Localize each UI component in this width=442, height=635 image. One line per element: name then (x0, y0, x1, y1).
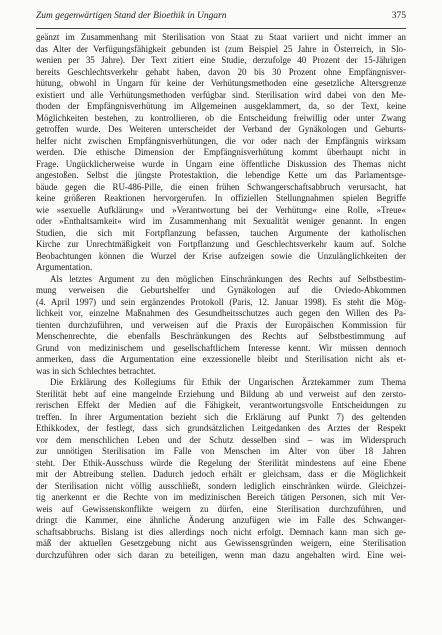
text-line: lichkeit vor, einzelne Maßnahmen des Gesundheitsschutzes auch gegen den Willen des Pa- (36, 308, 406, 318)
text-line: keine größeren Reaktionen hervorgerufen. In offiziellen Stellungnahmen spielen Begriffe (36, 193, 406, 203)
text-line: mit der Abtreibung stellen. Dadurch jedoch erhält er gleichsam, dass er die Möglichkeit (36, 469, 406, 479)
running-title: Zum gegenwärtigen Stand der Bioethik in Ungarn (36, 11, 227, 21)
text-line: Möglichkeiten bestehen, zu kontrollieren, ob die Entscheidung freiwillig oder unter Zwang (36, 112, 406, 123)
text-line: tig anerkennt er die Rechte von im medizinischen Bereich tätigen Personen, sich mit Ver- (36, 492, 406, 502)
text-line: bereits Geschlechtsverkehr gehabt haben, davon 20 bis 30 Prozent ohne Empfängnisver- (36, 66, 406, 77)
text-line: werden. Die ethische Dimension der Empfängnisverhütung kommt überhaupt nicht in (36, 147, 406, 157)
text-line: zur unnötigen Sterilisation im Falle von Menschen im Alter von über 18 Jahren (36, 446, 406, 456)
text-line: mung verweisen die Geburtshelfer und Gynäkologen auf die Oviedo-Abkommen (36, 285, 406, 295)
text-line: Grund von medizinischem und gesellschaftlichem Interesse kennt. Wir müssen dennoch (36, 342, 406, 353)
text-line: weis auf Gewissenskonflikte weigern zu dürfen, eine Sterilisation durchzuführen, und (36, 503, 406, 514)
text-line: existiert und alle Verhütungsmethoden verfügbar sind. Sterilisation wird dabei von den Me- (36, 89, 406, 100)
text-line: getroffen wurde. Des Weiteren unterscheidet der Verband der Gynäkologen und Geburts- (36, 124, 406, 134)
text-line: das Alter der Verfügungsfähigkeit gebunden ist (zum Beispiel 25 Jahre in Österreich, in Slo- (36, 43, 406, 54)
text-line: Die Erklärung des Kollegiums für Ethik der Ungarischen Ärztekammer zum Thema (50, 377, 406, 387)
body-text (36, 32, 406, 629)
text-line: steht. Der Ethik-Ausschuss würde die Regelung der Sterilität mindestens auf eine Ebene (36, 457, 406, 468)
text-line: Argumentation. (36, 262, 93, 272)
text-line: geänzt im Zusammenhang mit Sterilisation von Staat zu Staat variiert und nicht immer an (36, 32, 406, 42)
text-line: Kirche zur Unrechtmäßigkeit von Fortpflanzung und Geschlechtsverkehr kaum auf. Solche (36, 239, 406, 249)
page-number: 375 (391, 11, 406, 21)
text-line: helfer nicht zwischen Empfängnisverhütungen, die vor oder nach der Empfängnis wirksam (36, 135, 406, 146)
text-line: rerischen Effekt der Medien auf die Fähigkeit, verantwortungsvolle Entscheidungen zu (36, 400, 406, 410)
text-line: Frage. Ungücklicherweise wurde in Ungarn eine öffentliche Diskussion des Themas nicht (36, 158, 406, 169)
text-line: wie »sexuelle Aufklärung« und »Verantwortung bei der Verhütung« eine Rolle, »Treue« (36, 204, 406, 215)
text-line: durchzuführen oder sich daran zu beteiligen, wenn man dazu angehalten wird. Eine wei- (36, 549, 406, 560)
text-line: wenien per 35 Jahre). Der Text zitiert eine Studie, derzufolge 40 Prozent der 15-Jährigen (36, 55, 406, 65)
text-line: bäude gegen die RU-486-Pille, die einen frühen Schwangerschaftsabbruch verursacht, hat (36, 181, 406, 192)
text-line: Sterilität hebt auf eine mangelnde Erziehung und Bildung ab und verweist auf den zersto- (36, 388, 406, 399)
text-line: Menschenrechte, die ebenfalls Beschränkungen des Rechts auf Selbstbestimmung auf (36, 331, 406, 341)
text-line: treffen. In ihrer Argumentation bezieht sich die Erklärung auf Punkt 7) des geltenden (36, 411, 406, 422)
text-line: vor dem menschlichen Leben und der Schutz desselben sind – was im Widerspruch (36, 434, 406, 445)
text-line: anmerken, dass die Argumentation eine exzessionelle bleibt und Sterilisation nicht als et- (36, 354, 406, 364)
text-line: tienten durchzuführen, und verweisen auf die Praxis der Europäischen Kommission für (36, 319, 406, 330)
text-line: oder »Enthaltsamkeit« wird im Zusammenhang mit Sexualität weniger genannt. In engen (36, 216, 406, 226)
running-header (36, 8, 406, 29)
text-line: hütung, obwohl in Ungarn für keine der Verhütungsmethoden eine gesetzliche Altersgrenze (36, 78, 406, 88)
text-line: (4. April 1997) und sein ergänzendes Protokoll (Paris, 12. Januar 1998). Es steht die Mög- (36, 296, 406, 307)
text-line: Als letztes Argument zu den möglichen Einschränkungen des Rechts auf Selbstbestim- (50, 273, 406, 284)
text-line: was in sich Schlechtes betrachtet. (36, 365, 156, 376)
text-line: der Sterilisation nicht völlig ausschließt, sondern lediglich einschränken würde. Gleichzei- (36, 480, 406, 491)
text-line: dringt die Kammer, eine ähnliche Änderung anzufügen wie im Falle des Schwanger- (36, 515, 406, 525)
text-line: thoden der Empfängnisverhütung im Allgemeinen ausgeklammert, da, so der Text, keine (36, 101, 406, 111)
text-line: Beobachtungen können die Wurzel der Krise aufzeigen sowie die Unzulänglichkeiten der (36, 250, 406, 261)
text-line: mäß der aktuellen Gesetzgebung nicht aus Gewissensgründen weigern, eine Sterilisation (36, 538, 406, 548)
text-line: schaftsabbruchs. Bislang ist dies allerdings noch nicht erfolgt. Demnach kann man sich ge- (36, 526, 406, 537)
text-line: Ethikkodex, der festlegt, dass sich grundsätzlichen Leitgedanken des Arztes der Respekt (36, 423, 406, 433)
text-line: Studien, die sich mit Fortpflanzung befassen, tauchen Argumente der katholischen (36, 227, 406, 238)
text-line: angestoßen. Selbst die jüngste Protestaktion, die lebendige Kette um das Parlamentsge- (36, 170, 406, 180)
